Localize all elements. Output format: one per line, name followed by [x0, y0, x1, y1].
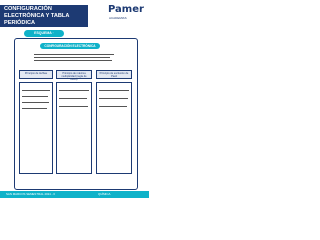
text-line	[34, 57, 110, 58]
diagram-line	[59, 106, 88, 107]
diagram-line	[59, 90, 89, 91]
text-line	[34, 60, 112, 61]
diagram-line	[99, 106, 127, 107]
principle-aufbau: Principio de Aufbau	[19, 70, 53, 79]
diagram-line	[22, 108, 47, 109]
text-line	[34, 54, 114, 55]
footer-left: SAN MARCOS SEMESTRAL 2024 - II	[6, 192, 56, 196]
diagram-line	[22, 102, 49, 103]
diagram-line	[22, 96, 48, 97]
logo-subtitle: ACADEMIAS	[109, 16, 127, 20]
hund-box	[56, 82, 92, 174]
principle-pauli: Principio de exclusión de Pauli	[96, 70, 132, 79]
header	[0, 0, 149, 30]
diagram-line	[99, 98, 128, 99]
diagram-line	[22, 90, 50, 91]
diagram-line	[59, 98, 87, 99]
diagram-line	[99, 90, 129, 91]
section-tag: ESQUEMA ·	[24, 30, 64, 37]
principle-hund: Principio de máxima multiplicidad (regla de Hund)	[56, 70, 92, 79]
card-title: CONFIGURACIÓN ELECTRÓNICA	[40, 43, 100, 49]
pamer-logo	[108, 4, 144, 22]
page-title: CONFIGURACIÓN ELECTRÓNICA Y TABLA PERIÓDICA	[4, 6, 70, 26]
logo-text: Pamer	[108, 4, 144, 15]
footer-right: QUÍMICA	[98, 192, 111, 196]
pauli-box	[96, 82, 132, 174]
